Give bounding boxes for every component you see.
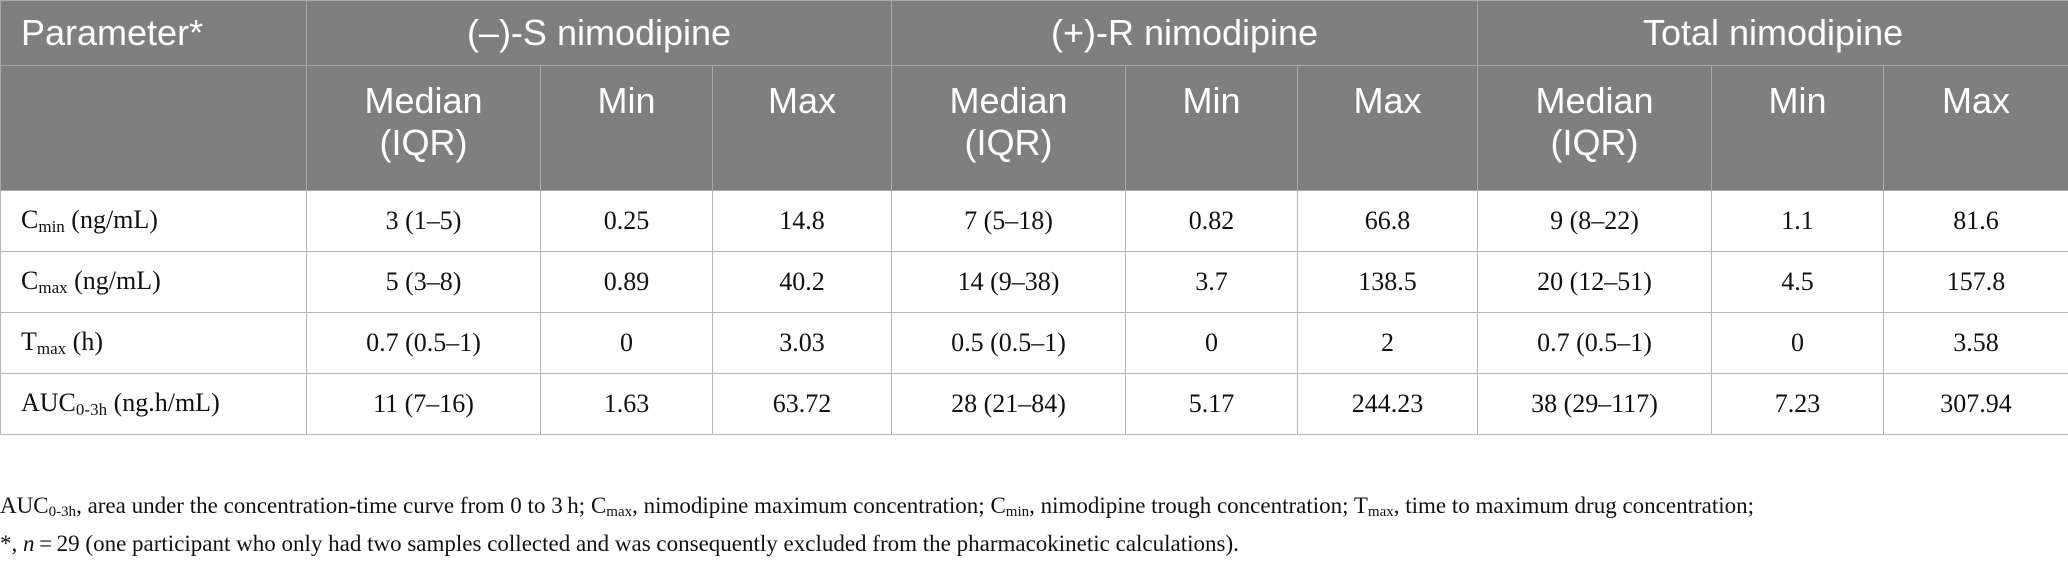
subheader-max: Max	[1298, 66, 1478, 191]
cell-r-min: 0	[1126, 313, 1298, 374]
row-label	[1, 374, 307, 435]
table-row-tmax	[1, 313, 2068, 374]
row-label-unit: (ng/mL)	[67, 266, 161, 295]
row-label-subscript: 0-3h	[75, 400, 108, 419]
footnote-tmax-text: , time to maximum drug concentration;	[1393, 493, 1755, 518]
cell-s-min: 0.89	[541, 252, 713, 313]
cell-r-median-iqr: 7 (5–18)	[892, 191, 1126, 252]
subheader-median-line1: Median	[364, 80, 483, 121]
group-header-r-nimodipine: (+)-R nimodipine	[892, 1, 1478, 66]
cell-r-max: 66.8	[1298, 191, 1478, 252]
footnote-tmax: T	[1353, 493, 1368, 518]
footnote-asterisk: *,	[0, 531, 23, 556]
subheader-min: Min	[1712, 66, 1884, 191]
cell-total-median-iqr: 20 (12–51)	[1478, 252, 1712, 313]
footnote-n: n	[23, 531, 35, 556]
subheader-median-line2: (IQR)	[379, 122, 468, 163]
cell-s-median-iqr: 5 (3–8)	[307, 252, 541, 313]
subheader-max: Max	[1884, 66, 2068, 191]
footnote-cmax-text: , nimodipine maximum concentration;	[632, 493, 991, 518]
subheader-median-line1: Median	[1535, 80, 1654, 121]
table-header	[1, 1, 2068, 191]
cell-total-min: 4.5	[1712, 252, 1884, 313]
footnote-auc-sub: 0-3h	[48, 504, 77, 520]
row-label-unit: (ng/mL)	[64, 205, 158, 234]
footnote-cmin-text: , nimodipine trough concentration;	[1029, 493, 1354, 518]
footnote-cmin: C	[990, 493, 1006, 518]
cell-s-min: 1.63	[541, 374, 713, 435]
row-label-subscript: max	[36, 339, 67, 358]
footnote-cmax: C	[590, 493, 607, 518]
cell-total-max: 157.8	[1884, 252, 2068, 313]
cell-s-max: 3.03	[713, 313, 892, 374]
cell-total-min: 1.1	[1712, 191, 1884, 252]
row-label-subscript: min	[38, 217, 65, 236]
cell-total-max: 307.94	[1884, 374, 2068, 435]
subheader-median-iqr	[307, 66, 541, 191]
subheader-min: Min	[1126, 66, 1298, 191]
cell-s-min: 0	[541, 313, 713, 374]
subheader-blank	[1, 66, 307, 191]
cell-r-median-iqr: 0.5 (0.5–1)	[892, 313, 1126, 374]
cell-total-min: 7.23	[1712, 374, 1884, 435]
cell-s-max: 63.72	[713, 374, 892, 435]
cell-s-median-iqr: 3 (1–5)	[307, 191, 541, 252]
cell-total-median-iqr: 38 (29–117)	[1478, 374, 1712, 435]
cell-r-min: 3.7	[1126, 252, 1298, 313]
cell-s-median-iqr: 11 (7–16)	[307, 374, 541, 435]
subheader-max: Max	[713, 66, 892, 191]
footnote-auc: AUC	[0, 493, 49, 518]
footnote-line-abbreviations	[0, 490, 2060, 528]
row-label-subscript: max	[38, 278, 68, 297]
cell-s-max: 40.2	[713, 252, 892, 313]
cell-total-median-iqr: 0.7 (0.5–1)	[1478, 313, 1712, 374]
footnote-cmin-sub: min	[1005, 504, 1030, 520]
group-header-total-nimodipine: Total nimodipine	[1478, 1, 2068, 66]
cell-total-min: 0	[1712, 313, 1884, 374]
cell-total-median-iqr: 9 (8–22)	[1478, 191, 1712, 252]
row-label	[1, 191, 307, 252]
row-label	[1, 313, 307, 374]
cell-s-max: 14.8	[713, 191, 892, 252]
subheader-median-line1: Median	[949, 80, 1068, 121]
subheader-median-iqr	[1478, 66, 1712, 191]
table-row-cmin	[1, 191, 2068, 252]
subheader-median-line2: (IQR)	[964, 122, 1053, 163]
subheader-min: Min	[541, 66, 713, 191]
table-footnote	[0, 490, 2060, 560]
footnote-cmax-sub: max	[606, 504, 633, 520]
row-label-unit: (ng.h/mL)	[107, 388, 220, 417]
cell-s-median-iqr: 0.7 (0.5–1)	[307, 313, 541, 374]
row-label-symbol: AUC	[21, 388, 76, 417]
footnote-tmax-sub: max	[1367, 504, 1394, 520]
cell-r-median-iqr: 28 (21–84)	[892, 374, 1126, 435]
row-label-symbol: T	[21, 327, 37, 356]
cell-r-min: 5.17	[1126, 374, 1298, 435]
footnote-line-n	[0, 528, 2060, 560]
cell-r-median-iqr: 14 (9–38)	[892, 252, 1126, 313]
row-label	[1, 252, 307, 313]
cell-r-max: 138.5	[1298, 252, 1478, 313]
row-label-symbol: C	[21, 266, 39, 295]
table-row-cmax	[1, 252, 2068, 313]
cell-total-max: 3.58	[1884, 313, 2068, 374]
group-header-row	[1, 1, 2068, 66]
group-header-s-nimodipine: (–)-S nimodipine	[307, 1, 892, 66]
subheader-median-line2: (IQR)	[1550, 122, 1639, 163]
parameter-header: Parameter*	[1, 1, 307, 66]
table-body	[1, 191, 2068, 435]
row-label-symbol: C	[21, 205, 39, 234]
table-row-auc	[1, 374, 2068, 435]
footnote-auc-text: , area under the concentration-time curve from 0 to 3 h;	[76, 493, 591, 518]
row-label-unit: (h)	[66, 327, 103, 356]
cell-r-max: 244.23	[1298, 374, 1478, 435]
subheader-median-iqr	[892, 66, 1126, 191]
subheader-row	[1, 66, 2068, 191]
cell-total-max: 81.6	[1884, 191, 2068, 252]
cell-s-min: 0.25	[541, 191, 713, 252]
cell-r-min: 0.82	[1126, 191, 1298, 252]
cell-r-max: 2	[1298, 313, 1478, 374]
footnote-n-text: = 29 (one participant who only had two samples collected and was consequently excluded from the pharmacokinetic calculations).	[34, 531, 1239, 556]
